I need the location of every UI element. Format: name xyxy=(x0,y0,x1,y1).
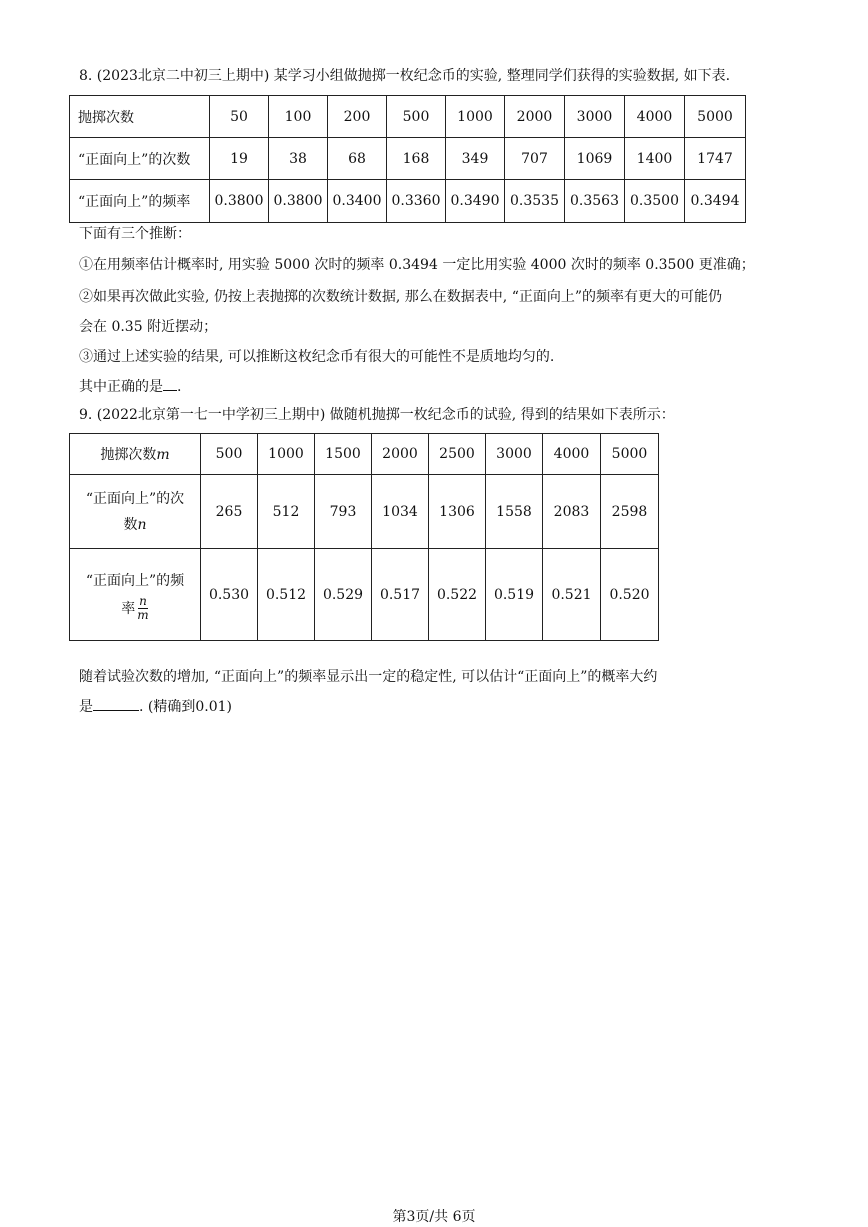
q9-cell: 512 xyxy=(258,475,315,549)
q8-inference-1: ①在用频率估计概率时, 用实验 5000 次时的频率 0.3494 一定比用实验 4000 次时的频率 0.3500 更准确； xyxy=(79,257,755,273)
q9-text-line2: 是 . (精确到0.01) xyxy=(79,696,232,717)
q8-cell: 349 xyxy=(446,138,505,180)
q8-cell: 1069 xyxy=(565,138,625,180)
q8-cell: 0.3500 xyxy=(625,180,685,223)
q9-cell: 0.521 xyxy=(543,549,601,641)
q8-row-label: “正面向上”的频率 xyxy=(70,180,210,223)
q8-stem: 8. (2023北京二中初三上期中) 某学习小组做抛掷一枚纪念币的实验, 整理同学们获得的实验数据, 如下表. xyxy=(79,68,731,84)
q8-cell: 4000 xyxy=(625,96,685,138)
q9-cell: 1306 xyxy=(429,475,486,549)
q8-cell: 1400 xyxy=(625,138,685,180)
q8-cell: 0.3360 xyxy=(387,180,446,223)
q8-cell: 38 xyxy=(269,138,328,180)
q9-cell: 500 xyxy=(201,434,258,475)
q9-cell: 0.517 xyxy=(372,549,429,641)
var-n: n xyxy=(137,516,147,533)
q9-cell: 2000 xyxy=(372,434,429,475)
q9-cell: 2500 xyxy=(429,434,486,475)
q8-row-heads-frequency xyxy=(70,180,746,223)
q9-answer-blank xyxy=(93,696,139,711)
q9-row-label: 抛掷次数m xyxy=(70,434,201,475)
q9-cell: 2083 xyxy=(543,475,601,549)
q8-row-label: 抛掷次数 xyxy=(70,96,210,138)
q8-question-text: 其中正确的是 xyxy=(79,379,163,395)
q8-inference-3: ③通过上述实验的结果, 可以推断这枚纪念币有很大的可能性不是质地均匀的. xyxy=(79,349,555,365)
q8-cell: 1000 xyxy=(446,96,505,138)
q8-row-heads-count xyxy=(70,138,746,180)
q8-cell: 68 xyxy=(328,138,387,180)
q8-cell: 50 xyxy=(210,96,269,138)
q8-answer-blank xyxy=(163,376,177,391)
q9-cell: 2598 xyxy=(601,475,659,549)
q9-cell: 0.522 xyxy=(429,549,486,641)
q9-row-heads-frequency xyxy=(70,549,659,641)
q8-cell: 0.3800 xyxy=(210,180,269,223)
q8-cell: 0.3490 xyxy=(446,180,505,223)
q8-cell: 200 xyxy=(328,96,387,138)
q9-cell: 0.520 xyxy=(601,549,659,641)
q9-cell: 1000 xyxy=(258,434,315,475)
q9-cell: 3000 xyxy=(486,434,543,475)
q8-inference-2-line2: 会在 0.35 附近摆动； xyxy=(79,319,218,335)
q8-cell: 100 xyxy=(269,96,328,138)
q9-cell: 1500 xyxy=(315,434,372,475)
q8-cell: 1747 xyxy=(685,138,746,180)
q8-row-label: “正面向上”的次数 xyxy=(70,138,210,180)
q9-cell: 0.512 xyxy=(258,549,315,641)
q8-cell: 500 xyxy=(387,96,446,138)
q8-table xyxy=(69,95,746,223)
q9-stem: 9. (2022北京第一七一中学初三上期中) 做随机抛掷一枚纪念币的试验, 得到的结果如下表所示： xyxy=(79,407,675,423)
q8-cell: 707 xyxy=(505,138,565,180)
q8-inference-2-line1: ②如果再次做此实验, 仍按上表抛掷的次数统计数据, 那么在数据表中, “正面向上”的频率有更大的可能仍 xyxy=(79,289,723,305)
q8-cell: 0.3535 xyxy=(505,180,565,223)
q8-row-throws xyxy=(70,96,746,138)
var-m: m xyxy=(156,447,170,463)
q9-cell: 5000 xyxy=(601,434,659,475)
q9-row-heads-count xyxy=(70,475,659,549)
fraction-n-over-m: $\frac{n}{m}$ xyxy=(137,594,149,622)
q9-cell: 4000 xyxy=(543,434,601,475)
q9-row-throws xyxy=(70,434,659,475)
q9-cell: 0.530 xyxy=(201,549,258,641)
q8-question: 其中正确的是 . xyxy=(79,376,181,397)
q8-cell: 0.3400 xyxy=(328,180,387,223)
q9-row-label: “正面向上”的次 数n xyxy=(70,475,201,549)
page-footer: 第3页/共 6页 xyxy=(392,1209,476,1225)
q9-cell: 265 xyxy=(201,475,258,549)
q8-cell: 168 xyxy=(387,138,446,180)
q9-cell: 0.529 xyxy=(315,549,372,641)
q9-cell: 1558 xyxy=(486,475,543,549)
q8-cell: 0.3563 xyxy=(565,180,625,223)
q9-cell: 1034 xyxy=(372,475,429,549)
q9-cell: 0.519 xyxy=(486,549,543,641)
q8-cell: 0.3494 xyxy=(685,180,746,223)
q8-cell: 19 xyxy=(210,138,269,180)
q9-cell: 793 xyxy=(315,475,372,549)
q8-cell: 5000 xyxy=(685,96,746,138)
q8-cell: 2000 xyxy=(505,96,565,138)
q9-text-line1: 随着试验次数的增加, “正面向上”的频率显示出一定的稳定性, 可以估计“正面向上”的概率大约 xyxy=(79,669,658,685)
q9-table xyxy=(69,433,659,641)
q9-row-label: “正面向上”的频 率 $\frac{n}{m}$ xyxy=(70,549,201,641)
q8-cell: 0.3800 xyxy=(269,180,328,223)
q8-cell: 3000 xyxy=(565,96,625,138)
q8-intro: 下面有三个推断： xyxy=(79,226,191,242)
